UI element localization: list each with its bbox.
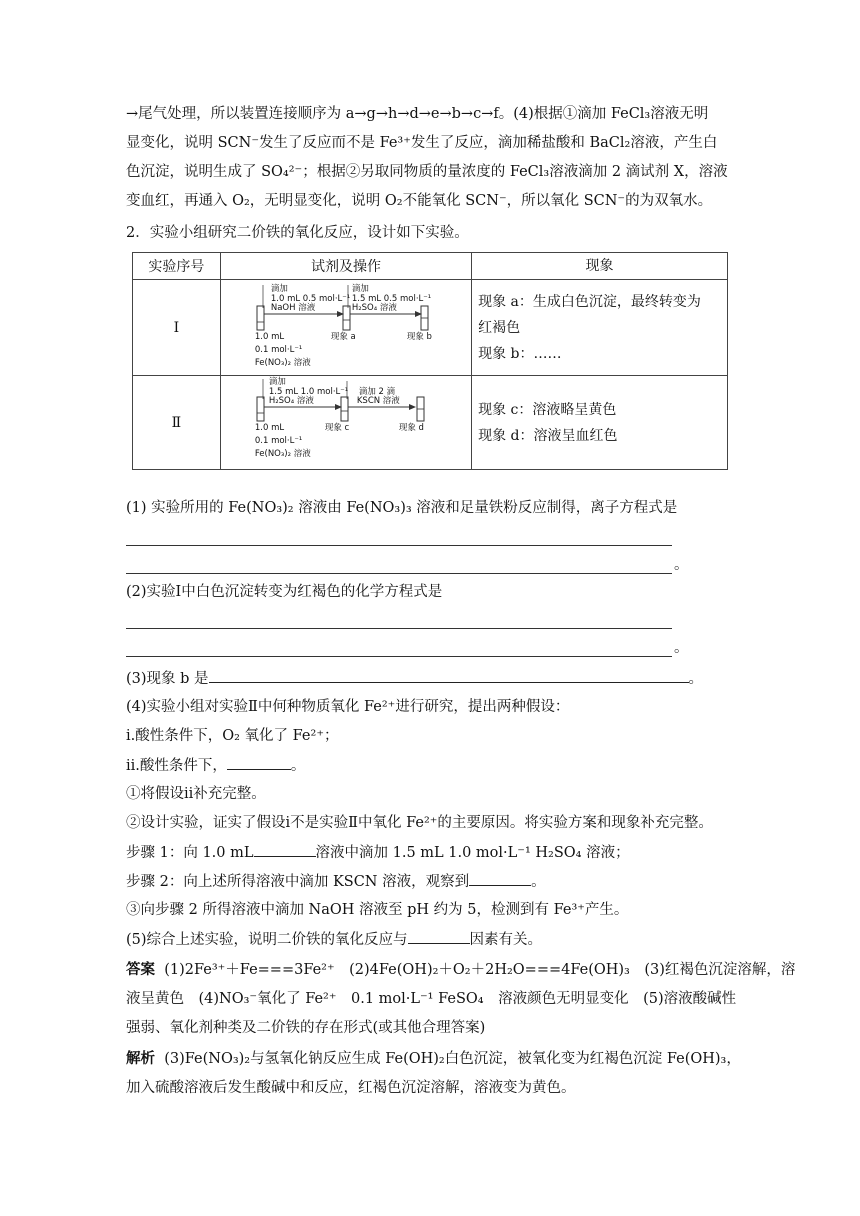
- fill-blank[interactable]: [254, 842, 316, 857]
- answer-text: (1)2Fe³⁺＋Fe===3Fe²⁺ (2)4Fe(OH)₂＋O₂＋2H₂O===4Fe(OH)₃ (3)红褐色沉淀溶解，溶: [164, 962, 796, 978]
- phenomenon-text: 现象 d：溶液呈血红色: [478, 427, 618, 444]
- procedure-diagram: [220, 280, 471, 376]
- phenomenon-cell: [472, 376, 728, 470]
- phenomenon-text: 现象 b：……: [478, 345, 562, 362]
- subquestion-5: [126, 929, 542, 950]
- subquestion-1: (1) 实验所用的 Fe(NO₃)₂ 溶液由 Fe(NO₃)₃ 溶液和足量铁粉反应制得，离子方程式是: [126, 500, 678, 516]
- answer-line: [126, 545, 672, 546]
- test-tube-icon: [341, 397, 348, 421]
- hypothesis-ii: [126, 755, 305, 776]
- start-volume: 1.0 mL: [254, 422, 285, 433]
- subquestion-4-part-3: ③向步骤 2 所得溶液中滴加 NaOH 溶液至 pH 约为 5，检测到有 Fe³⁺产生。: [126, 902, 629, 918]
- tube-label: 现象 d: [398, 422, 424, 433]
- answer-line-1: [126, 960, 795, 980]
- fill-blank[interactable]: [209, 668, 689, 683]
- test-tube-icon: [343, 306, 350, 330]
- subquestion-5-suffix: 因素有关。: [469, 932, 543, 948]
- subquestion-4-part-1: ①将假设ⅱ补充完整。: [126, 786, 266, 802]
- phenomenon-text: 现象 c：溶液略呈黄色: [478, 401, 617, 418]
- start-solution: Fe(NO₃)₂ 溶液: [254, 357, 311, 368]
- hypothesis-i: ⅰ.酸性条件下，O₂ 氧化了 Fe²⁺；: [126, 728, 339, 744]
- period: 。: [688, 671, 704, 687]
- analysis-line-1: [126, 1049, 741, 1069]
- drop-label: 滴加 2 滴: [358, 386, 396, 397]
- start-concentration: 0.1 mol·L⁻¹: [254, 344, 303, 355]
- period: 。: [290, 758, 306, 774]
- subquestion-5-prefix: (5)综合上述实验，说明二价铁的氧化反应与: [126, 932, 408, 948]
- tube-label: 现象 a: [330, 331, 356, 342]
- test-tube-icon: [257, 397, 264, 421]
- test-tube-icon: [257, 306, 264, 330]
- answer-line: [126, 628, 672, 629]
- drop-reagent: 1.5 mL 0.5 mol·L⁻¹: [351, 293, 432, 304]
- answer-line-2: 液呈黄色 (4)NO₃⁻氧化了 Fe²⁺ 0.1 mol·L⁻¹ FeSO₄ 溶液颜色无明显变化 (5)溶液酸碱性: [126, 991, 737, 1007]
- drop-reagent: 1.5 mL 1.0 mol·L⁻¹: [268, 386, 349, 397]
- answer-line: [126, 573, 672, 574]
- start-volume: 1.0 mL: [254, 331, 285, 342]
- step-1: [126, 842, 630, 863]
- intro-line-1: →尾气处理，所以装置连接顺序为 a→g→h→d→e→b→c→f。(4)根据①滴加 FeCl₃溶液无明: [126, 106, 709, 122]
- fill-blank[interactable]: [408, 929, 470, 944]
- header-cell: 现象: [472, 253, 728, 280]
- drop-reagent: 1.0 mL 0.5 mol·L⁻¹: [270, 293, 351, 304]
- intro-line-2: 显变化，说明 SCN⁻发生了反应而不是 Fe³⁺发生了反应，滴加稀盐酸和 BaCl₂溶液，产生白: [126, 135, 718, 151]
- subquestion-3-prefix: (3)现象 b 是: [126, 671, 209, 687]
- answer-label: 答案: [126, 961, 155, 978]
- analysis-line-2: 加入硫酸溶液后发生酸碱中和反应，红褐色沉淀溶解，溶液变为黄色。: [126, 1080, 576, 1096]
- drop-reagent-name: H₂SO₄ 溶液: [268, 395, 314, 406]
- period: 。: [674, 640, 689, 656]
- subquestion-4-part-2: ②设计实验，证实了假设ⅰ不是实验Ⅱ中氧化 Fe²⁺的主要原因。将实验方案和现象补充完整。: [126, 815, 713, 831]
- period: 。: [674, 557, 689, 573]
- period: 。: [531, 874, 546, 890]
- intro-line-3: 色沉淀，说明生成了 SO₄²⁻；根据②另取同物质的量浓度的 FeCl₃溶液滴加 2 滴试剂 X，溶液: [126, 164, 728, 180]
- tube-label: 现象 b: [406, 331, 432, 342]
- phenomenon-text: 红褐色: [478, 319, 521, 336]
- header-cell: 试剂及操作: [220, 253, 471, 280]
- step-2-prefix: 步骤 2：向上述所得溶液中滴加 KSCN 溶液，观察到: [126, 874, 470, 890]
- tube-label: 现象 c: [324, 422, 350, 433]
- table-header-row: [133, 253, 728, 280]
- intro-line-4: 变血红，再通入 O₂，无明显变化，说明 O₂不能氧化 SCN⁻，所以氧化 SCN⁻的为双氧水。: [126, 193, 713, 209]
- header-cell: 实验序号: [133, 253, 221, 280]
- table-row: [133, 280, 728, 376]
- procedure-diagram: [220, 376, 471, 470]
- fill-blank[interactable]: [227, 755, 291, 770]
- drop-label: 滴加: [351, 283, 369, 294]
- start-concentration: 0.1 mol·L⁻¹: [254, 435, 303, 446]
- start-solution: Fe(NO₃)₂ 溶液: [254, 448, 311, 459]
- phenomenon-text: 现象 a：生成白色沉淀，最终转变为: [478, 293, 701, 310]
- drop-reagent: KSCN 溶液: [356, 395, 400, 406]
- experiment-id: Ⅰ: [133, 280, 221, 376]
- question-title: 2．实验小组研究二价铁的氧化反应，设计如下实验。: [126, 225, 469, 241]
- subquestion-3: [126, 668, 703, 689]
- experiment-id: Ⅱ: [133, 376, 221, 470]
- answer-line: [126, 656, 672, 657]
- phenomenon-cell: [472, 280, 728, 376]
- analysis-label: 解析: [126, 1050, 155, 1067]
- answer-line-3: 强弱、氧化剂种类及二价铁的存在形式(或其他合理答案): [126, 1020, 486, 1036]
- drop-reagent-name: H₂SO₄ 溶液: [351, 302, 397, 313]
- drop-label: 滴加: [268, 376, 286, 387]
- analysis-text: (3)Fe(NO₃)₂与氢氧化钠反应生成 Fe(OH)₂白色沉淀，被氧化变为红褐色沉淀 Fe(OH)₃，: [164, 1051, 741, 1067]
- step-1-prefix: 步骤 1：向 1.0 mL: [126, 845, 254, 861]
- hypothesis-ii-prefix: ⅱ.酸性条件下，: [126, 758, 227, 774]
- table-row: [133, 376, 728, 470]
- fill-blank[interactable]: [469, 871, 531, 886]
- drop-label: 滴加: [270, 283, 288, 294]
- experiment-table: [132, 252, 728, 470]
- drop-reagent-name: NaOH 溶液: [270, 302, 316, 313]
- step-1-suffix: 溶液中滴加 1.5 mL 1.0 mol·L⁻¹ H₂SO₄ 溶液；: [315, 845, 630, 861]
- step-2: [126, 871, 546, 892]
- subquestion-4: (4)实验小组对实验Ⅱ中何种物质氧化 Fe²⁺进行研究，提出两种假设：: [126, 699, 570, 715]
- subquestion-2: (2)实验Ⅰ中白色沉淀转变为红褐色的化学方程式是: [126, 584, 443, 600]
